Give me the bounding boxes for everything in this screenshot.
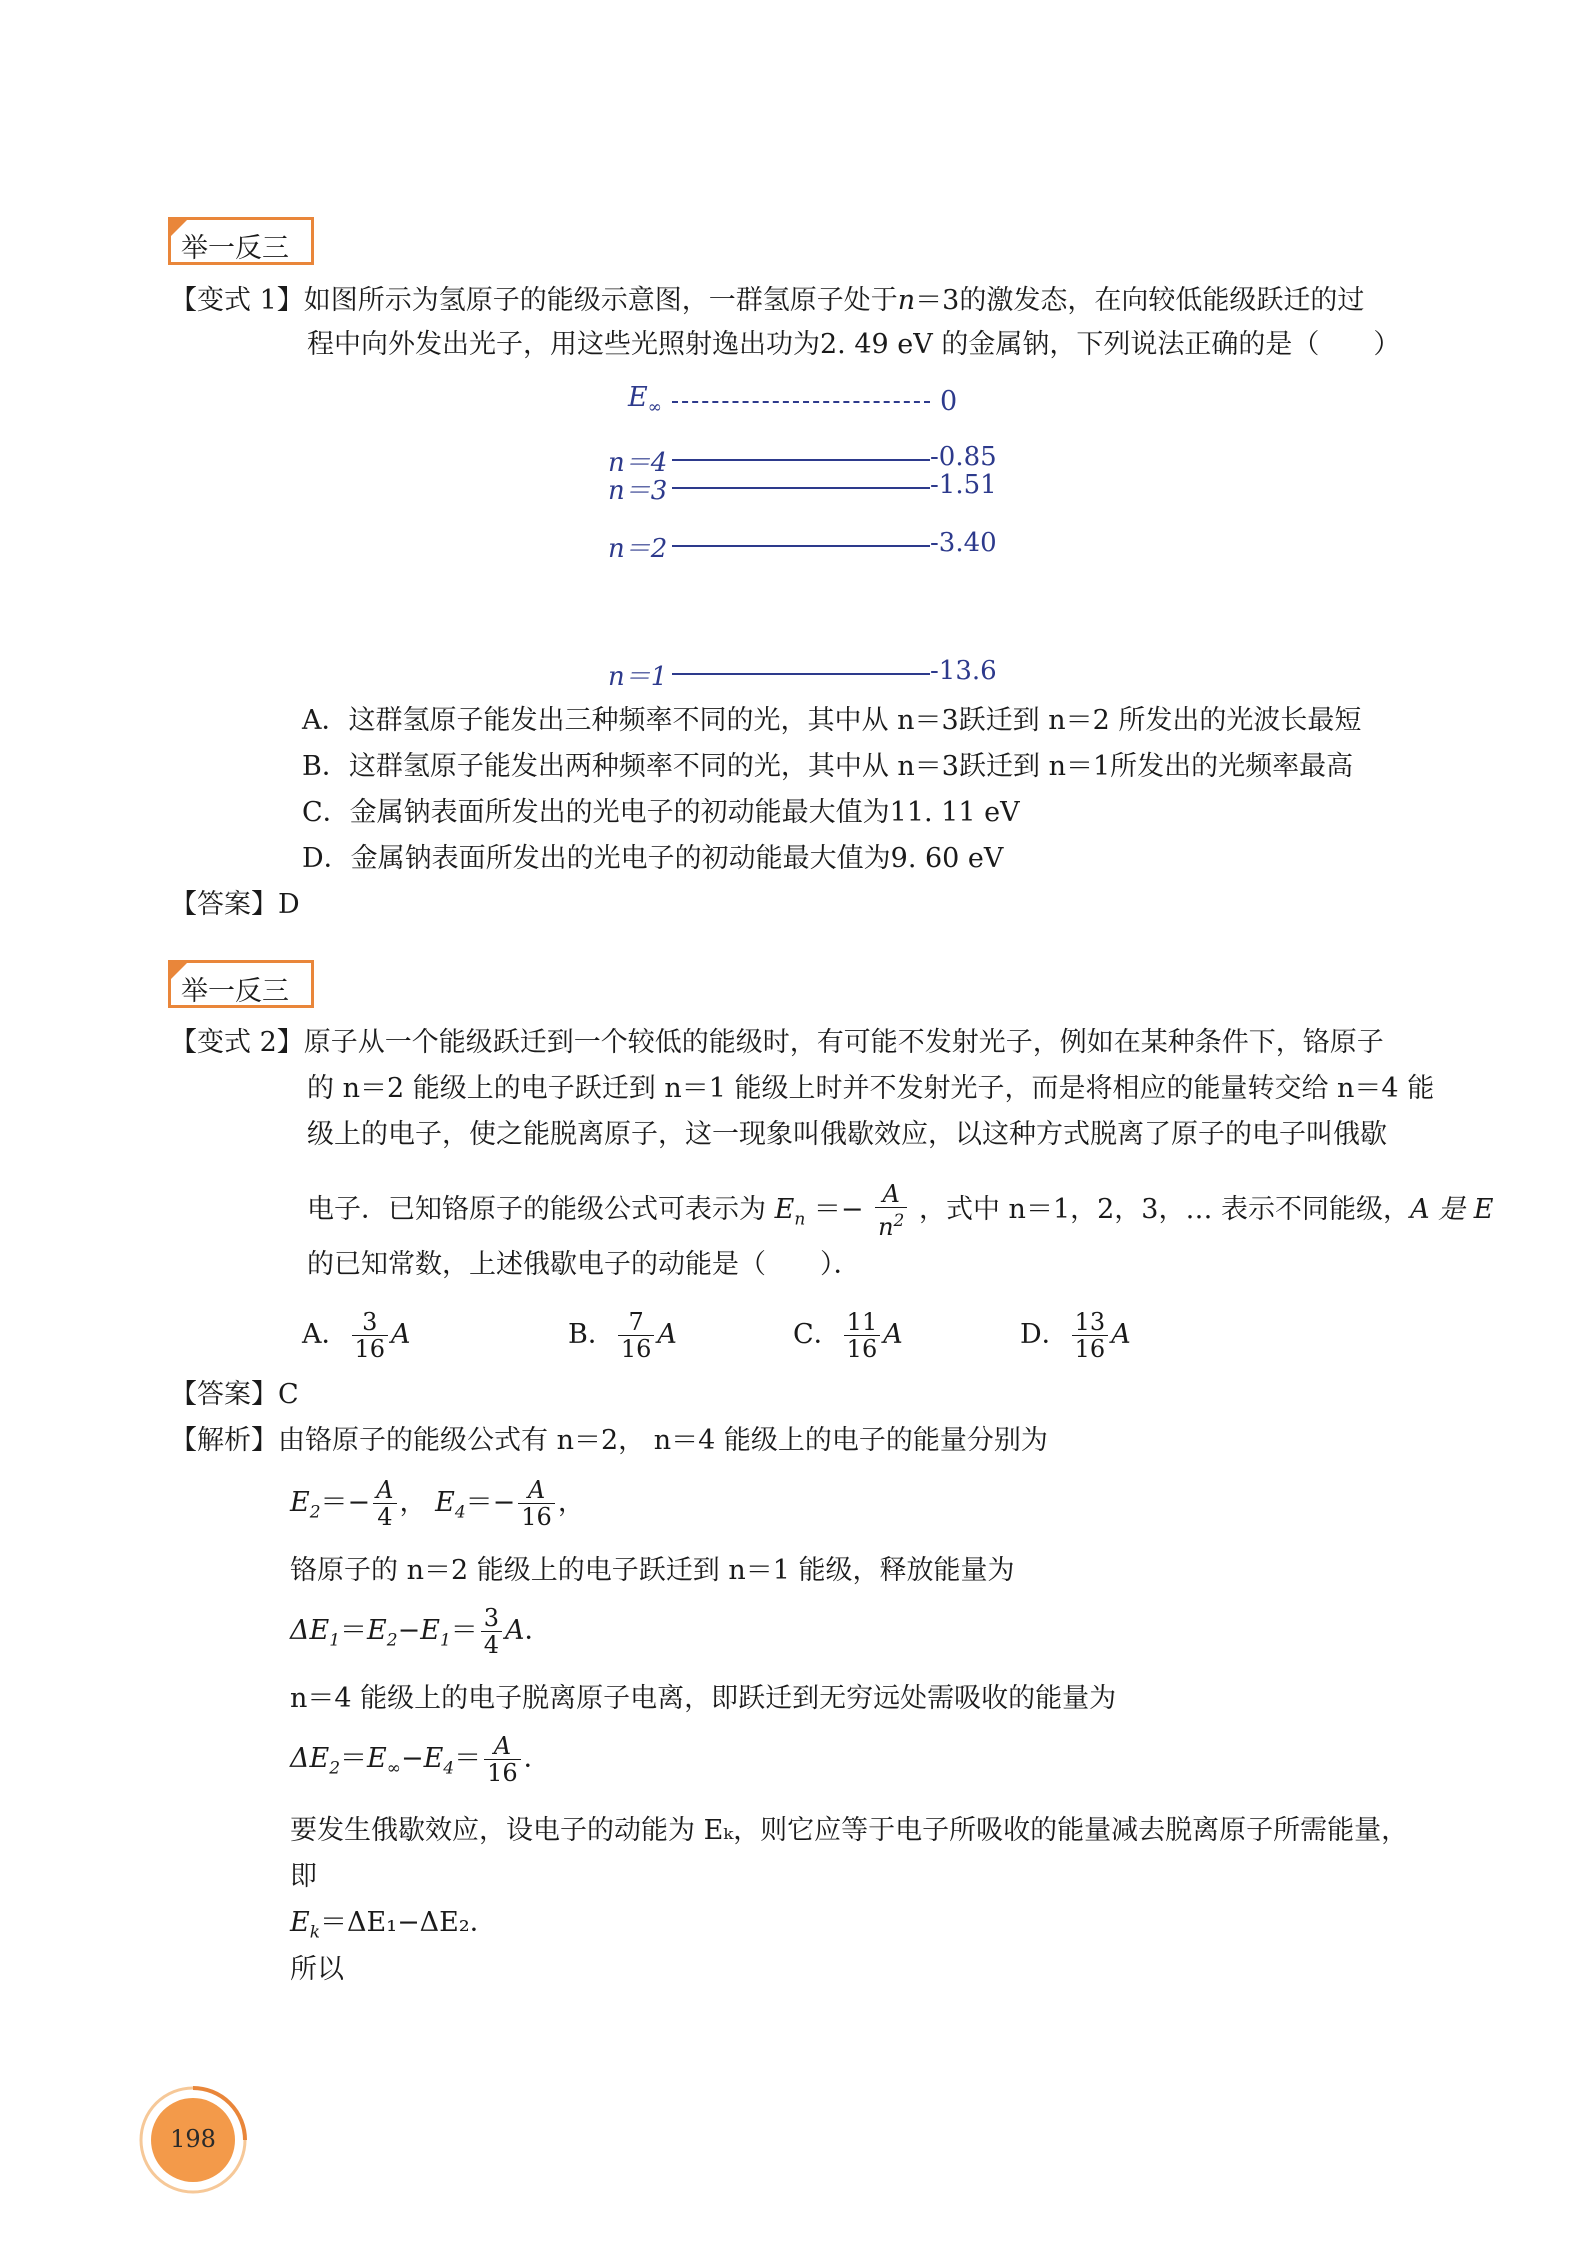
question-1-line-1: 【变式 1】如图所示为氢原子的能级示意图，一群氢原子处于n＝3的激发态，在向较低能级跃迁的过 (170, 285, 1365, 316)
analysis-line-1: 【解析】由铬原子的能级公式有 n＝2， n＝4 能级上的电子的能量分别为 (170, 1425, 1048, 1456)
energy-level-diagram (600, 382, 1020, 692)
option-d: D．金属钠表面所发出的光电子的初动能最大值为9. 60 eV (302, 843, 1004, 874)
question-2-line-2: 的 n＝2 能级上的电子跃迁到 n＝1 能级上时并不发射光子，而是将相应的能量转交给 n＝4 能 (307, 1073, 1435, 1104)
level-label-n2: n＝2 (608, 534, 668, 564)
level-line-n2 (672, 545, 930, 547)
level-line-n1 (672, 673, 930, 675)
option-c: C．金属钠表面所发出的光电子的初动能最大值为11. 11 eV (302, 797, 1020, 828)
option-b: B．这群氢原子能发出两种频率不同的光，其中从 n＝3跃迁到 n＝1所发出的光频率最高 (302, 751, 1354, 782)
level-label-n1: n＝1 (608, 662, 668, 692)
level-label-n3: n＝3 (608, 476, 668, 506)
level-value-n1: -13.6 (930, 656, 997, 686)
answer-2: 【答案】C (170, 1379, 299, 1410)
badge-label: 举一反三 (181, 976, 289, 1007)
level-value-n3: -1.51 (930, 470, 997, 500)
einf-value: 0 (940, 386, 958, 417)
analysis-line-5: 即 (290, 1861, 317, 1892)
analysis-line-2: 铬原子的 n＝2 能级上的电子跃迁到 n＝1 能级，释放能量为 (290, 1555, 1015, 1586)
page-number: 198 (170, 2125, 216, 2153)
option-a-fraction: A． $\frac{3}{16}$ A (302, 1308, 411, 1363)
level-value-n4: -0.85 (930, 442, 997, 472)
level-line-n4 (672, 459, 930, 461)
einf-label: $E_\infty$ (628, 382, 662, 418)
question-2-line-1: 【变式 2】原子从一个能级跃迁到一个较低的能级时，有可能不发射光子，例如在某种条件下，铬原子 (170, 1027, 1384, 1058)
answer-1: 【答案】D (170, 889, 300, 920)
question-2-line-3: 级上的电子，使之能脱离原子，这一现象叫俄歇效应，以这种方式脱离了原子的电子叫俄歇 (307, 1119, 1387, 1150)
equation-1: $E_2=-$ $\frac{A}{4}$ ， $E_4=-$ $\frac{A}{16}$ ， (290, 1476, 585, 1531)
level-line-n3 (672, 487, 930, 489)
option-a: A．这群氢原子能发出三种频率不同的光，其中从 n＝3跃迁到 n＝2 所发出的光波长最短 (302, 705, 1362, 736)
analysis-line-4: 要发生俄歇效应，设电子的动能为 Eₖ，则它应等于电子所吸收的能量减去脱离原子所需能量， (290, 1815, 1409, 1846)
option-b-fraction: B． $\frac{7}{16}$ A (568, 1308, 677, 1363)
analysis-line-3: n＝4 能级上的电子脱离原子电离，即跃迁到无穷远处需吸收的能量为 (290, 1683, 1117, 1714)
level-value-n2: -3.40 (930, 528, 997, 558)
section-badge-2 (168, 960, 314, 1008)
question-tag: 【变式 1】 (170, 285, 304, 316)
formula-fraction: $\frac{A}{n^2}$ (875, 1181, 907, 1240)
equation-3: $\Delta E_2=E_\infty-E_4=$ $\frac{A}{16}$ ． (290, 1732, 551, 1787)
badge-label: 举一反三 (181, 233, 289, 264)
question-2-line-5: 的已知常数，上述俄歇电子的动能是（ ）． (307, 1249, 861, 1280)
question-2-line-4: 电子．已知铬原子的能级公式可表示为 $E_n$ ＝− $\frac{A}{n^2}$ ，式中 n＝1，2，3，… 表示不同能级，A 是 E (307, 1180, 1494, 1241)
page-number-badge (138, 2085, 248, 2195)
einf-dashed-line (672, 401, 930, 403)
option-d-fraction: D． $\frac{13}{16}$ A (1020, 1308, 1131, 1363)
analysis-tag: 【解析】 (170, 1425, 278, 1456)
formula-lhs: $E_n$ (774, 1194, 806, 1230)
question-1-line-2: 程中向外发出光子，用这些光照射逸出功为2. 49 eV 的金属钠，下列说法正确的是（ ） (307, 329, 1401, 360)
question-tag: 【变式 2】 (170, 1027, 304, 1058)
section-badge-1 (168, 217, 314, 265)
equation-2: $\Delta E_1=E_2-E_1=$ $\frac{3}{4}$ A． (290, 1604, 552, 1659)
option-c-fraction: C． $\frac{11}{16}$ A (793, 1308, 903, 1363)
level-label-n4: n＝4 (608, 448, 668, 478)
equation-4: $E_k=\Delta E_1-\Delta E_2$． (290, 1907, 497, 1943)
analysis-line-6: 所以 (290, 1954, 344, 1985)
